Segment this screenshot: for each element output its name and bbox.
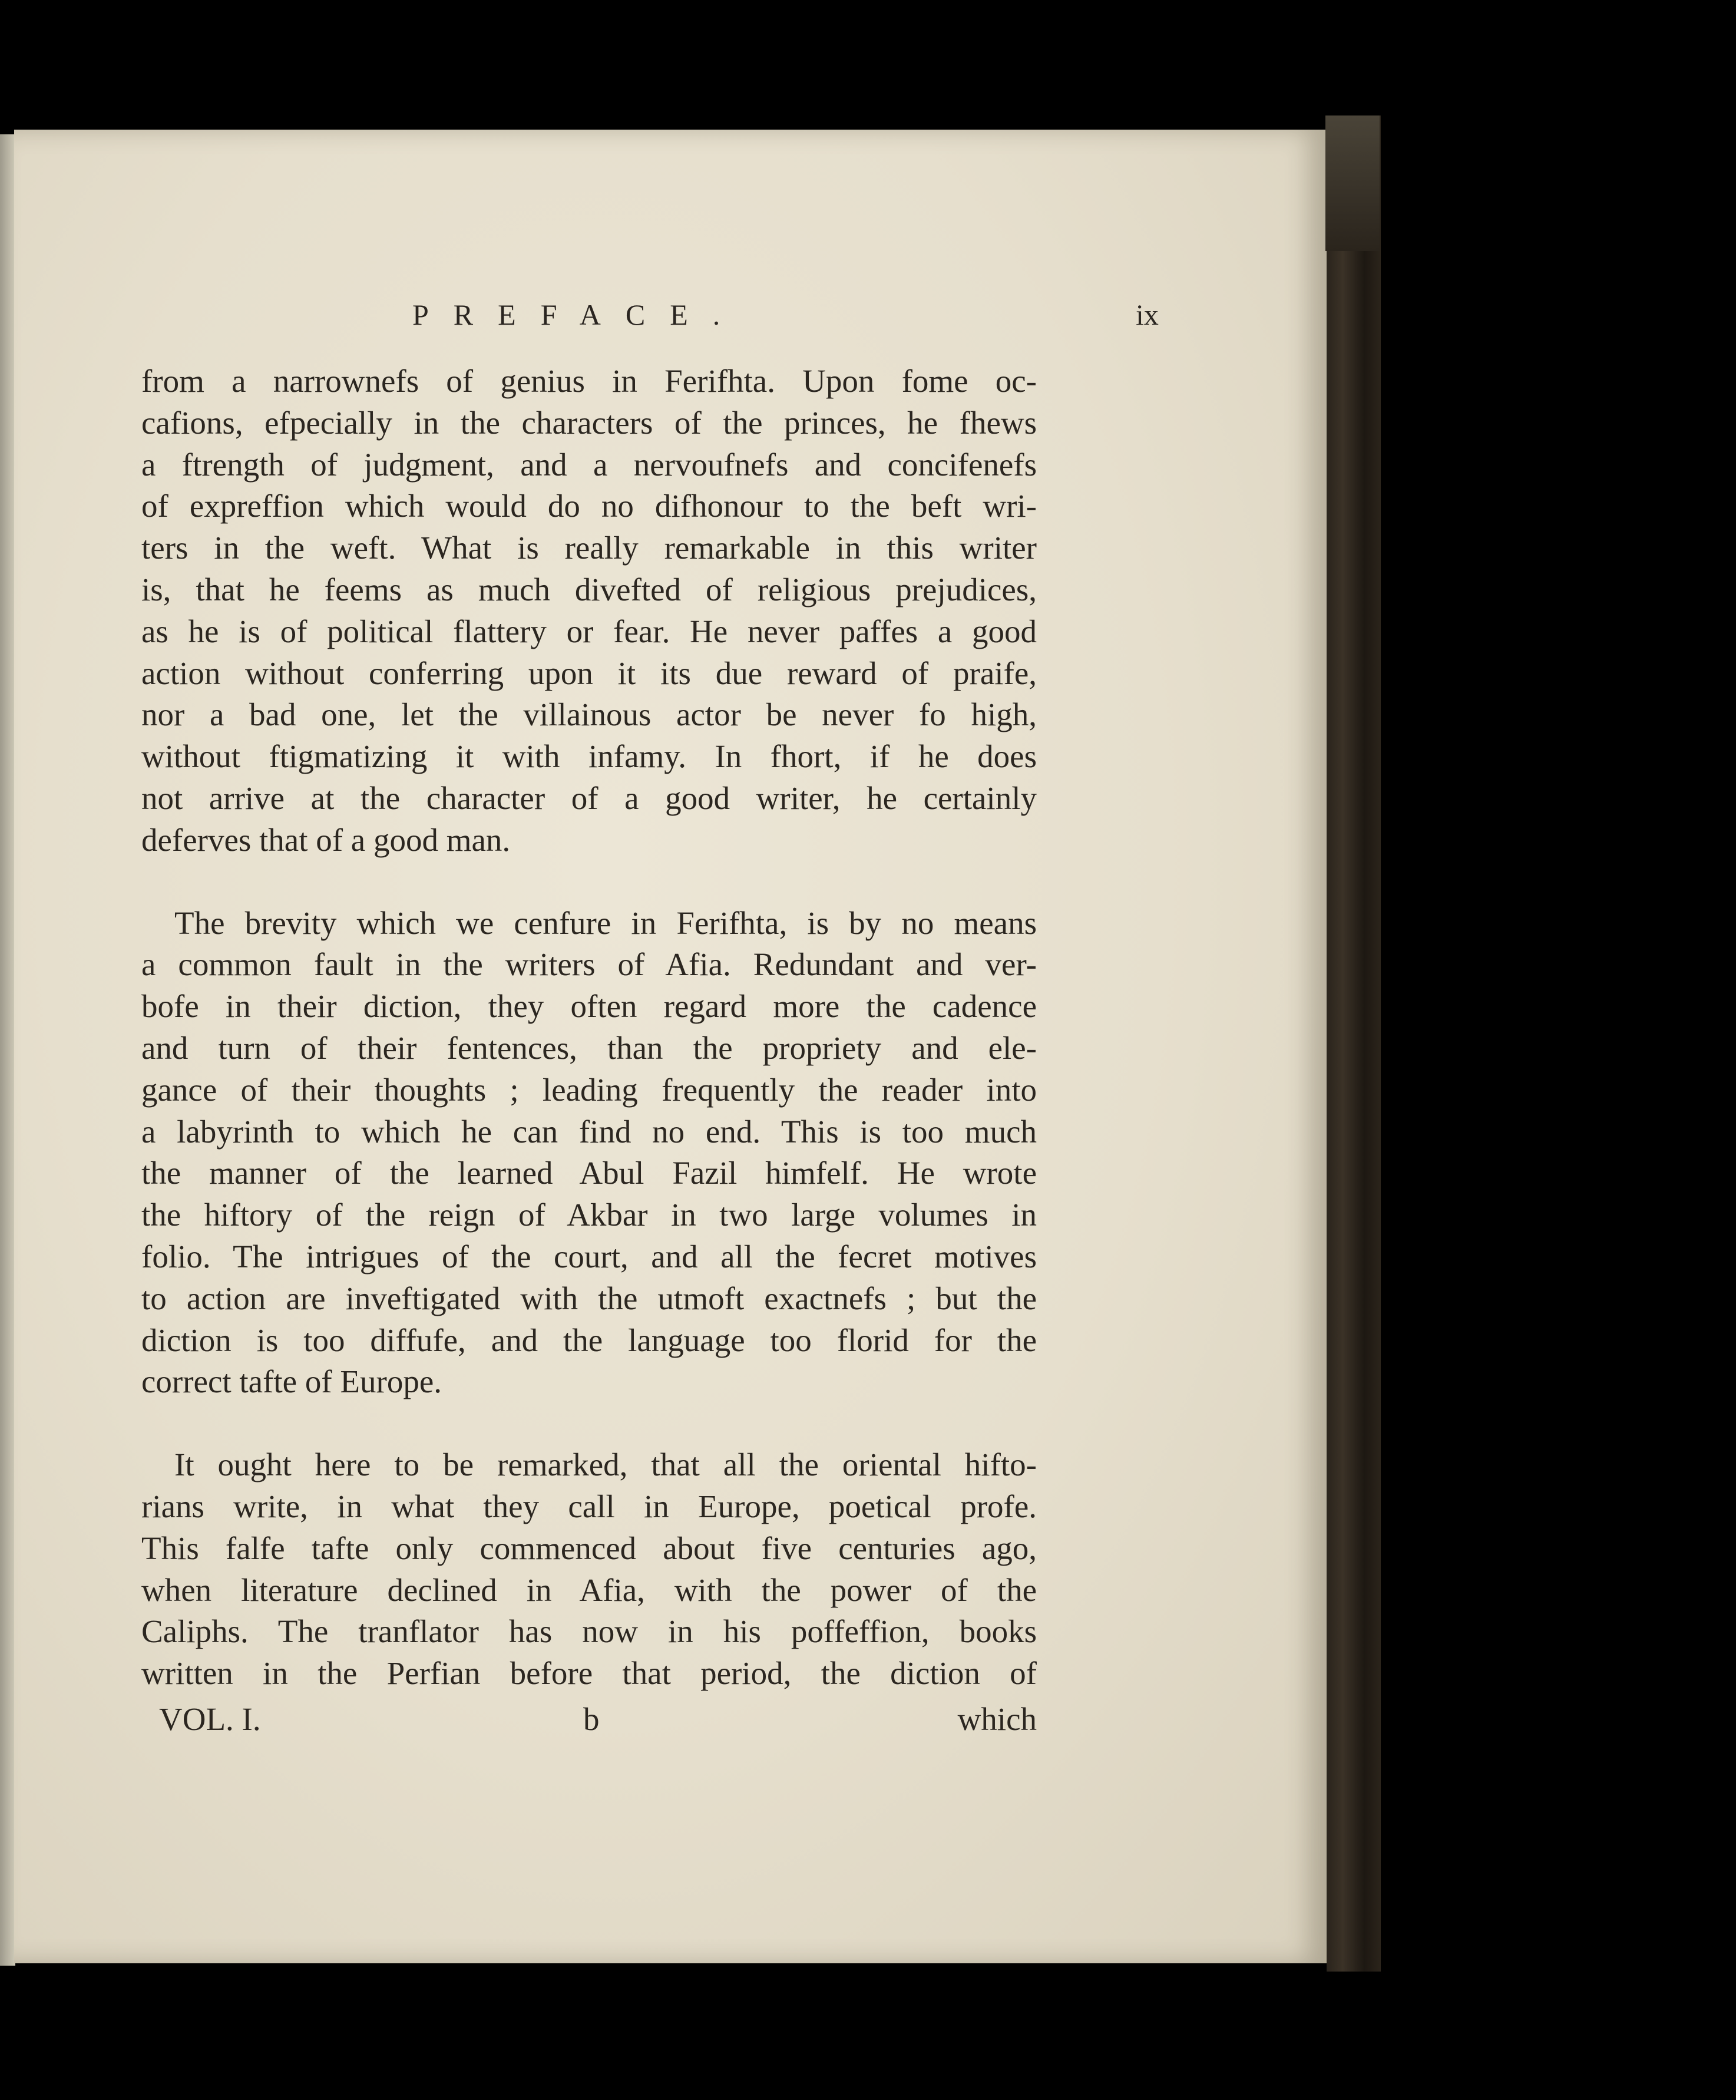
paragraph (141, 1444, 1037, 1695)
catchword: which (957, 1701, 1037, 1737)
text-line: a ftrength of judgment, and a nervoufnefs and concifenefs (141, 446, 1037, 483)
text-line: from a narrownefs of genius in Ferifhta. Upon fome oc- (141, 363, 1037, 399)
page-number: ix (1136, 298, 1159, 331)
text-line: is, that he feems as much divefted of religious prejudices, (141, 571, 1037, 607)
text-line: diction is too diffufe, and the language too florid for the (141, 1322, 1037, 1358)
page-header (0, 298, 1736, 345)
text-line: nor a bad one, let the villainous actor be never fo high, (141, 696, 1037, 733)
paragraph (141, 903, 1037, 1404)
text-line: folio. The intrigues of the court, and all the fecret motives (141, 1238, 1037, 1274)
text-line: to action are inveftigated with the utmoft exactnefs ; but the (141, 1280, 1037, 1316)
body-text (141, 361, 1037, 1695)
volume-signature: VOL. I. (159, 1701, 261, 1737)
text-line: when literature declined in Afia, with the power of the (141, 1571, 1037, 1608)
text-line: and turn of their fentences, than the propriety and ele- (141, 1029, 1037, 1066)
text-line: a labyrinth to which he can find no end. This is too much (141, 1113, 1037, 1150)
text-line: rians write, in what they call in Europe, poetical profe. (141, 1488, 1037, 1524)
text-line: Caliphs. The tranflator has now in his poffeffion, books (141, 1613, 1037, 1650)
text-line: correct tafte of Europe. (141, 1363, 442, 1400)
signature-mark: b (583, 1701, 600, 1737)
facing-page-edge (0, 134, 15, 1966)
spine-top-edge (1325, 115, 1380, 251)
text-line: without ftigmatizing it with infamy. In fhort, if he does (141, 738, 1037, 775)
page-footer (141, 1701, 1037, 1742)
text-line: as he is of political flattery or fear. He never paffes a good (141, 613, 1037, 649)
text-line: not arrive at the character of a good writer, he certainly (141, 780, 1037, 816)
paragraph (141, 361, 1037, 861)
text-line: of expreffion which would do no difhonour to the beft wri- (141, 488, 1037, 524)
text-line: It ought here to be remarked, that all the oriental hifto- (174, 1447, 1037, 1483)
text-line: gance of their thoughts ; leading frequently the reader into (141, 1071, 1037, 1108)
book-spine (1327, 115, 1381, 1972)
text-line: This falfe tafte only commenced about five centuries ago, (141, 1530, 1037, 1566)
text-line: a common fault in the writers of Afia. Redundant and ver- (141, 946, 1037, 983)
text-line: bofe in their diction, they often regard more the cadence (141, 988, 1037, 1025)
text-line: ters in the weft. What is really remarkable in this writer (141, 530, 1037, 566)
running-title: PREFACE. (412, 298, 745, 331)
text-line: the hiftory of the reign of Akbar in two large volumes in (141, 1197, 1037, 1233)
text-line: written in the Perfian before that period, the diction of (141, 1655, 1037, 1692)
text-line: cafions, efpecially in the characters of the princes, he fhews (141, 404, 1037, 441)
text-line: deferves that of a good man. (141, 821, 511, 858)
text-line: the manner of the learned Abul Fazil himfelf. He wrote (141, 1155, 1037, 1191)
text-line: action without conferring upon it its due reward of praife, (141, 655, 1037, 691)
text-line: The brevity which we cenfure in Ferifhta, is by no means (174, 904, 1037, 941)
